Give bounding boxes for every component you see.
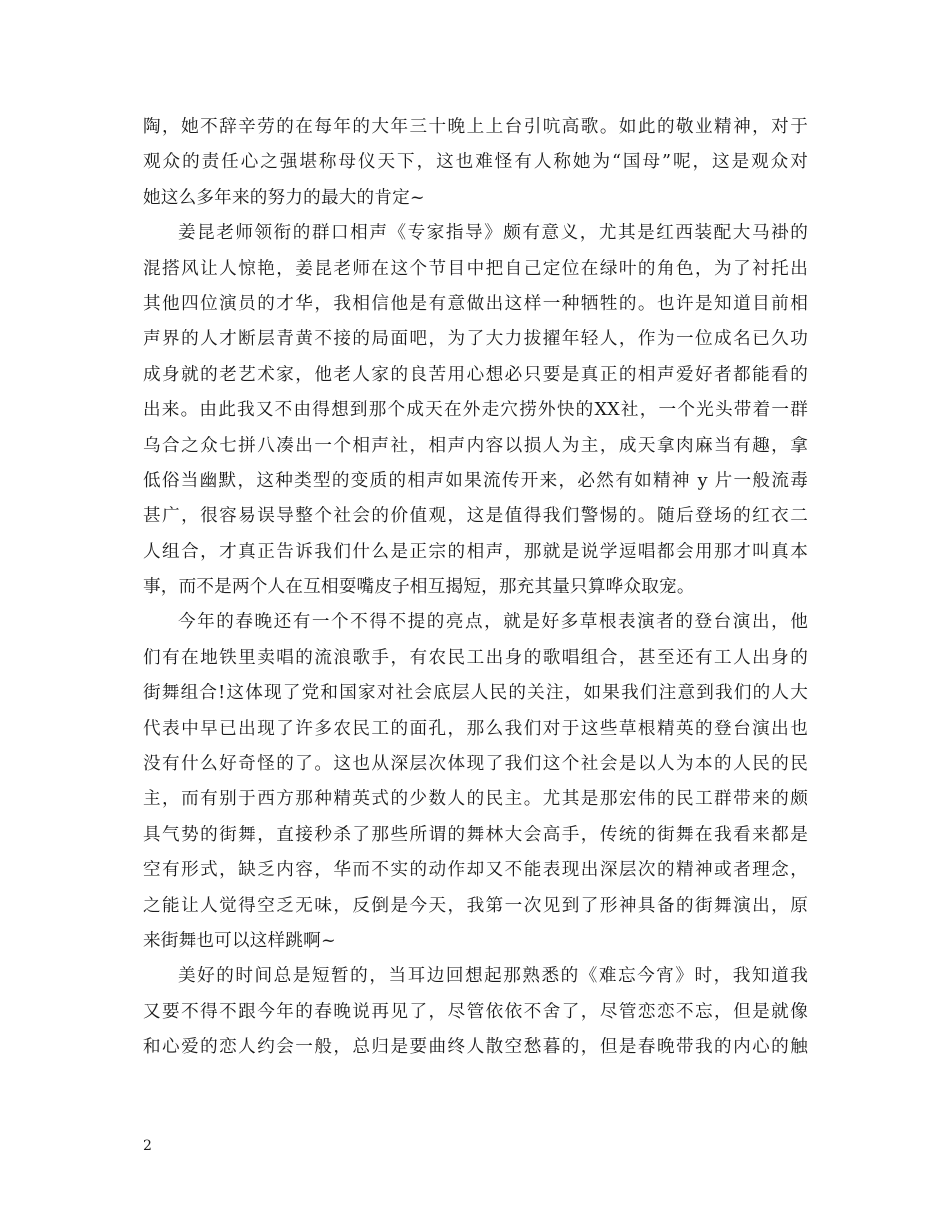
text-line: 混搭风让人惊艳，姜昆老师在这个节目中把自己定位在绿叶的角色，为了衬托出 bbox=[143, 258, 808, 279]
text-line: 其他四位演员的才华，我相信他是有意做出这样一种牺牲的。也许是知道目前相 bbox=[143, 293, 808, 314]
text-line: 她这么多年来的努力的最大的肯定~ bbox=[143, 187, 425, 208]
document-body bbox=[143, 110, 808, 1066]
text-line: 们有在地铁里卖唱的流浪歌手，有农民工出身的歌唱组合，甚至还有工人出身的 bbox=[143, 647, 808, 668]
text-line: 又要不得不跟今年的春晚说再见了，尽管依依不舍了，尽管恋恋不忘，但是就像 bbox=[143, 1001, 808, 1022]
text-line: 低俗当幽默，这种类型的变质的相声如果流传开来，必然有如精神 y 片一般流毒 bbox=[143, 470, 808, 491]
text-line: 人组合，才真正告诉我们什么是正宗的相声，那就是说学逗唱都会用那才叫真本 bbox=[143, 541, 808, 562]
text-line: 观众的责任心之强堪称母仪天下，这也难怪有人称她为“国母”呢，这是观众对 bbox=[143, 152, 808, 173]
text-line: 出来。由此我又不由得想到那个成天在外走穴捞外快的XX社，一个光头带着一群 bbox=[143, 400, 808, 421]
text-line: 具气势的街舞，直接秒杀了那些所谓的舞林大会高手，传统的街舞在我看来都是 bbox=[143, 824, 808, 845]
text-line: 姜昆老师领衔的群口相声《专家指导》颇有意义，尤其是红西装配大马褂的 bbox=[178, 223, 808, 244]
text-line: 今年的春晚还有一个不得不提的亮点，就是好多草根表演者的登台演出，他 bbox=[178, 612, 808, 633]
text-line: 街舞组合!这体现了党和国家对社会底层人民的关注，如果我们注意到我们的人大 bbox=[143, 683, 808, 704]
text-line: 美好的时间总是短暂的，当耳边回想起那熟悉的《难忘今宵》时，我知道我 bbox=[178, 966, 808, 987]
text-line: 甚广，很容易误导整个社会的价值观，这是值得我们警惕的。随后登场的红衣二 bbox=[143, 506, 808, 527]
text-line: 和心爱的恋人约会一般，总归是要曲终人散空愁暮的，但是春晚带我的内心的触 bbox=[143, 1037, 808, 1058]
text-line: 成身就的老艺术家，他老人家的良苦用心想必只要是真正的相声爱好者都能看的 bbox=[143, 364, 808, 385]
paragraph-3 bbox=[143, 605, 808, 959]
paragraph-2 bbox=[143, 216, 808, 605]
text-line: 空有形式，缺乏内容，华而不实的动作却又不能表现出深层次的精神或者理念， bbox=[143, 860, 808, 881]
text-line: 没有什么好奇怪的了。这也从深层次体现了我们这个社会是以人为本的人民的民 bbox=[143, 754, 808, 775]
text-line: 事，而不是两个人在互相耍嘴皮子相互揭短，那充其量只算哗众取宠。 bbox=[143, 577, 695, 598]
text-line: 声界的人才断层青黄不接的局面吧，为了大力拔擢年轻人，作为一位成名已久功 bbox=[143, 329, 808, 350]
page-number: 2 bbox=[143, 1138, 152, 1154]
text-line: 来街舞也可以这样跳啊~ bbox=[143, 930, 336, 951]
text-line: 之能让人觉得空乏无味，反倒是今天，我第一次见到了形神具备的街舞演出，原 bbox=[143, 895, 808, 916]
text-line: 代表中早已出现了许多农民工的面孔，那么我们对于这些草根精英的登台演出也 bbox=[143, 718, 808, 739]
paragraph-1 bbox=[143, 110, 808, 216]
paragraph-4 bbox=[143, 959, 808, 1065]
text-line: 乌合之众七拼八凑出一个相声社，相声内容以损人为主，成天拿肉麻当有趣，拿 bbox=[143, 435, 808, 456]
text-line: 主，而有别于西方那种精英式的少数人的民主。尤其是那宏伟的民工群带来的颇 bbox=[143, 789, 808, 810]
text-line: 陶，她不辞辛劳的在每年的大年三十晚上上台引吭高歌。如此的敬业精神，对于 bbox=[143, 117, 808, 137]
